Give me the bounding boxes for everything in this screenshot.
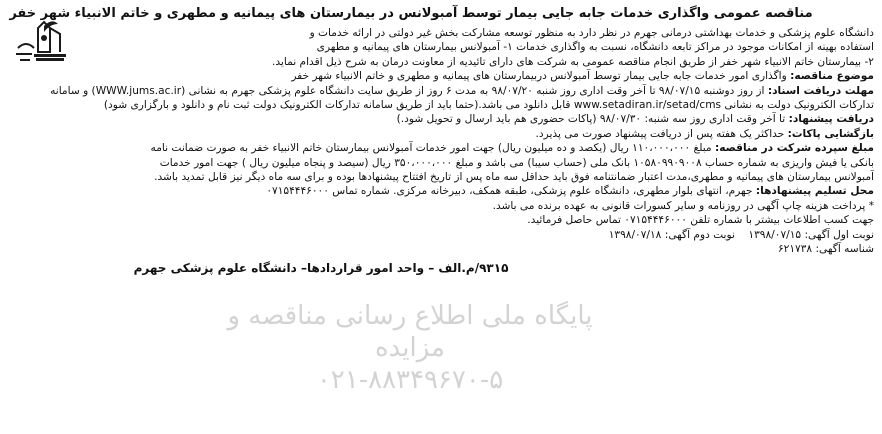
submission-label: دریافت پیشنهاد: (788, 113, 874, 126)
intro-line-2: استفاده بهینه از امکانات موجود در مراکز تابعه دانشگاه، نسبت به واگذاری خدمات ۱- آمبولانس بیمارستان های پیمانیه و مطهری (316, 41, 874, 54)
watermark-line-2: ۰۲۱-۸۸۳۴۹۶۷۰-۵ (316, 365, 504, 395)
delivery-row (8, 184, 874, 198)
publication-first: نوبت اول آگهی: ۱۳۹۸/۰۷/۱۵ (748, 228, 874, 241)
intro-line-1: دانشگاه علوم پزشکی و خدمات بهداشتی درمانی جهرم در نظر دارد به منظور توسعه مشارکت بخش غیر دولتی در ارائه خدمات و (309, 27, 874, 39)
deposit-text-2: بانکی یا فیش واریزی به شماره حساب ۱۰۵۸۰۹۹۰۹۰۰۸ بانک ملی (حساب سیبا) می باشد و مبلغ ۳۵۰،۰۰۰،۰۰۰ ریال (سیصد و پنجاه میلیون ریال ) جهت امور خدمات (159, 156, 874, 169)
subject-label: موضوع مناقصه: (790, 70, 874, 83)
tender-notice (8, 4, 874, 430)
deposit-label: مبلغ سپرده شرکت در مناقصه: (714, 142, 874, 155)
receipt-label: مهلت دریافت اسناد: (767, 84, 874, 97)
notice-footer: ۹۳۱۵/م.الف – واحد امور قراردادها– دانشگاه علوم پزشکی جهرم (133, 260, 509, 275)
submission-text: تا آخر وقت اداری روز سه شنبه: ۹۸/۰۷/۳۰ (پاکات حضوری هم باید ارسال و تحویل شود.) (396, 113, 786, 126)
watermark-line-1: پایگاه ملی اطلاع رسانی مناقصه و مزایده (227, 301, 593, 363)
opening-label: بازگشایی پاکات: (787, 127, 874, 140)
note-contact: جهت کسب اطلاعات بیشتر با شماره تلفن ۰۷۱۵۴۴۴۶۰۰۰ تماس حاصل فرمائید. (527, 214, 874, 227)
receipt-text-2: تدارکات الکترونیک دولت به نشانی www.setadiran.ir/setad/cms قابل دانلود می باشد.(حتما باید از طریق سامانه تدارکات الکترونیک دولت ثبت نام و دانلود و بارگزاری شود) (103, 99, 874, 112)
submission-row (8, 112, 874, 126)
receipt-text-1: از روز دوشنبه ۹۸/۰۷/۱۵ تا آخر وقت اداری روز شنبه ۹۸/۰۷/۲۰ به مدت ۶ روز از طریق سایت دانشگاه علوم پزشکی جهرم به نشانی (WWW.jums.ac.ir) و سامانه (50, 84, 765, 97)
publication-dates (8, 228, 874, 242)
deposit-row (8, 141, 874, 155)
publication-second: نوبت دوم آگهی: ۱۳۹۸/۰۷/۱۸ (608, 228, 735, 241)
delivery-label: محل تسلیم پیشنهادها: (755, 185, 874, 198)
subject-text: واگذاری امور خدمات جابه جایی بیمار توسط آمبولانس دربیمارستان های پیمانیه و مطهری و خاتم الانبیاء شهر خفر (291, 70, 787, 83)
receipt-row (8, 84, 874, 98)
delivery-text: جهرم، انتهای بلوار مطهری، دانشگاه علوم پزشکی، طبقه همکف، دبیرخانه مرکزی. شماره تماس ۰۷۱۵۴۴۴۶۰۰۰ (266, 185, 753, 198)
subject-row (8, 69, 874, 83)
opening-row (8, 127, 874, 141)
intro-line-3: ۲- بیمارستان خاتم الانبیاء شهر خفر از طریق انجام مناقصه عمومی به شرکت های دارای تائیدیه از معاونت درمان به شرح ذیل اقدام نماید. (271, 55, 874, 68)
publication-id: شناسه آگهی: ۶۲۱۷۳۸ (777, 243, 874, 256)
opening-text: حداکثر یک هفته پس از دریافت پیشنهاد صورت می پذیرد. (535, 127, 785, 140)
deposit-text-3: آمبولانس بیمارستان های پیمانیه و مطهری،مدت اعتبار ضمانتنامه فوق باید حداقل سه ماه پس از تاریخ افتتاح پیشنهادها بوده و برای سه ماه دیگر نیز قابل تمدید باشد. (154, 171, 874, 184)
university-logo-icon (14, 14, 70, 66)
notice-title: مناقصه عمومی واگذاری خدمات جابه جایی بیمار توسط آمبولانس در بیمارستان های پیمانیه و مطهری و خاتم الانبیاء شهر خفر (9, 6, 813, 21)
deposit-text-1: مبلغ ۱۱۰،۰۰۰،۰۰۰ ریال (یکصد و ده میلیون ریال) جهت امور خدمات آمبولانس بیمارستان خاتم الانبیاء خفر به صورت ضمانت نامه (150, 142, 712, 155)
note-fee: * پرداخت هزینه چاپ آگهی در روزنامه و سایر کسورات قانونی به عهده برنده می باشد. (492, 199, 874, 212)
